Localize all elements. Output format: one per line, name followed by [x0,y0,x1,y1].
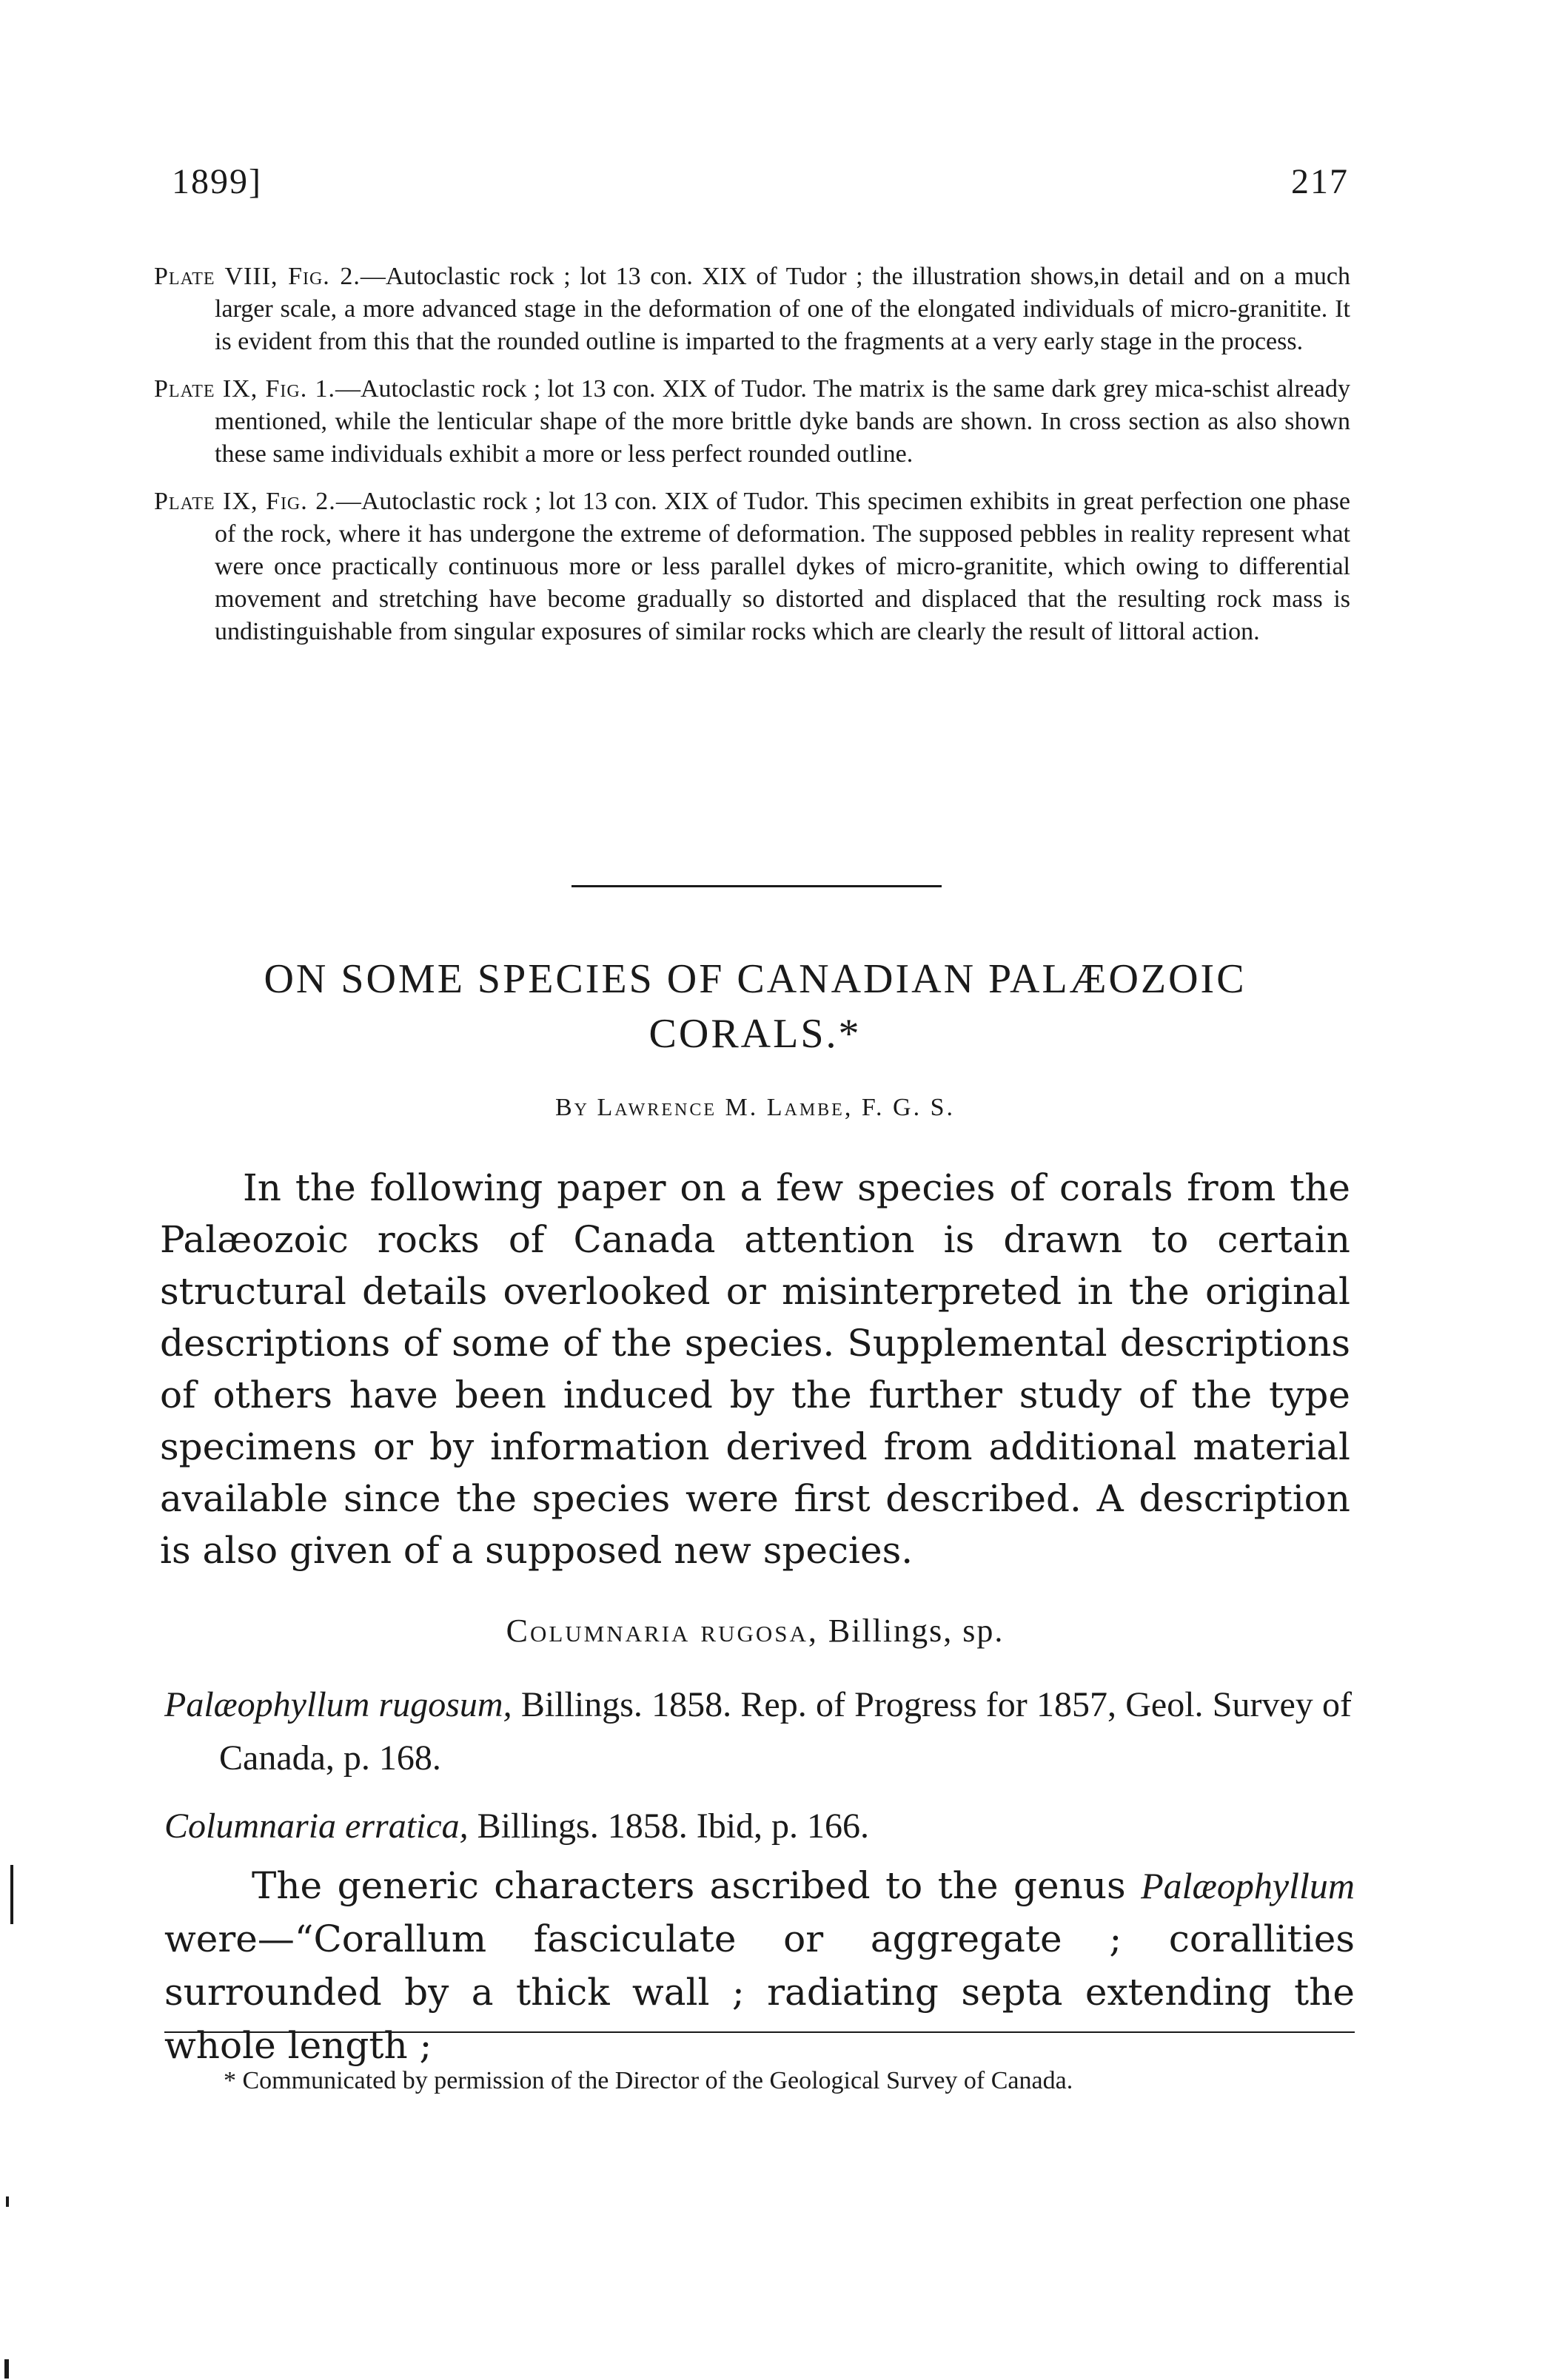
species-name: Columnaria rugosa, [506,1613,819,1649]
footnote: * Communicated by permission of the Director of the Geological Survey of Canada. [224,2067,1073,2094]
plate-text: —Autoclastic rock ; lot 13 con. XIX of Tudor. This specimen exhibits in great perfection one phase of the rock, where it has undergone the extreme of deformation. The supposed pebbles in reality represent what were once practically continuous more or less parallel dykes of micro-granitite, which owing to differential movement and stretching have become gradually so distorted and displaced that the resulting rock mass is undistinguishable from singular exposures of similar rocks which are clearly the result of littoral action. [215,488,1350,645]
author-name: Lawrence M. Lambe, F. G. S. [597,1094,955,1121]
plate-label: Plate IX, Fig. 2. [154,488,336,515]
description-section [164,1859,1355,2072]
plate-text: —Autoclastic rock ; lot 13 con. XIX of Tudor ; the illustration shows,in detail and on a much larger scale, a more advanced stage in the deformation of one of the elongated individuals of micro-granitite. It is evident from this that the rounded outline is imparted to the fragments at a very early stage in the process. [215,263,1351,355]
byline [148,1094,1362,1122]
species-authority: Billings, sp. [828,1613,1005,1649]
paragraph-text: The generic characters ascribed to the genus [252,1864,1126,1907]
synonym-citation: Billings. 1858. Ibid, p. 166. [477,1806,870,1846]
running-head [172,161,1349,206]
species-heading [148,1612,1362,1650]
synonym-entry [164,1800,1352,1853]
synonym-entry [164,1678,1352,1785]
genus-name: Palæophyllum [1141,1865,1355,1906]
byline-prefix: By [554,1094,589,1121]
synonym-taxon: Columnaria erratica, [164,1806,469,1846]
synonym-taxon: Palæophyllum rugosum, [164,1685,512,1724]
article-title [148,952,1362,1061]
section-divider [571,885,942,887]
intro-paragraph: In the following paper on a few species of corals from the Palæozoic rocks of Canada attention is drawn to certain structural details overlooked or misinterpreted in the original descriptions of some of the species. Supplemental descriptions of others have been induced by the further study of the type specimens or by information derived from additional material available since the species were first described. A description is also given of a supposed new species. [160,1166,1350,1572]
plate-captions [154,260,1350,663]
scan-edge-mark [4,2359,9,2379]
article-title-line: ON SOME SPECIES OF CANADIAN PALÆOZOIC [264,956,1247,1002]
article-title-line: CORALS.* [648,1011,862,1057]
page-number: 217 [1291,162,1349,201]
intro-section [160,1162,1350,1576]
plate-caption [154,260,1350,358]
plate-caption [154,373,1350,471]
running-head-year: 1899] [172,162,262,201]
plate-caption [154,485,1350,648]
scan-edge-mark [10,1865,13,1924]
footnote-rule [164,2031,1355,2033]
plate-label: Plate VIII, Fig. 2. [154,263,361,290]
plate-text: —Autoclastic rock ; lot 13 con. XIX of Tudor. The matrix is the same dark grey mica-schist already mentioned, while the lenticular shape of the more brittle dyke bands are shown. In cross section as also shown these same individuals exhibit a more or less perfect rounded outline. [215,375,1350,468]
description-paragraph [164,1859,1355,2072]
scan-edge-mark [6,2196,9,2207]
plate-label: Plate IX, Fig. 1. [154,375,335,403]
paragraph-text: were—“Corallum fasciculate or aggregate ; corallities surrounded by a thick wall ; radiating septa extending the whole length ; [164,1917,1355,2067]
synonym-citation: Billings. 1858. Rep. of Progress for 1857, Geol. Survey of Canada, p. 168. [219,1685,1352,1778]
synonymy-list [164,1678,1352,1868]
